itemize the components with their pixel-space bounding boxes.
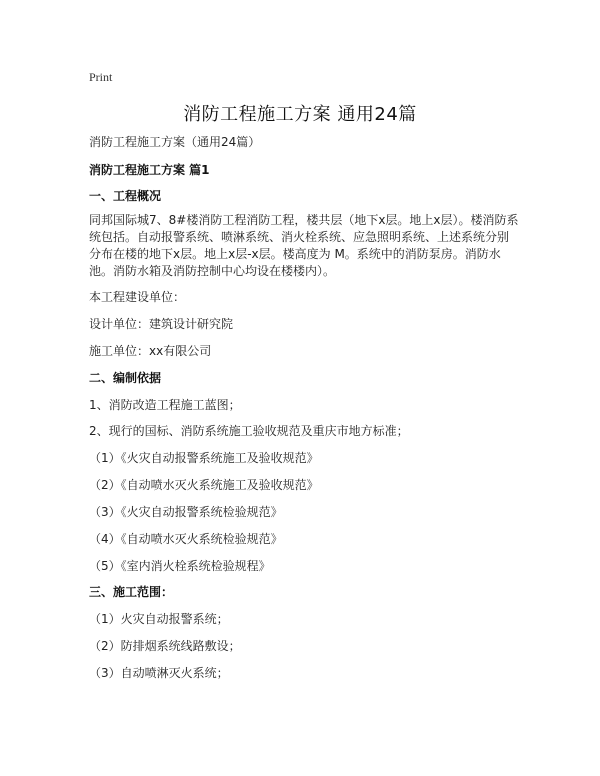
list-item: （3）《火灾自动报警系统检验规范》 [89, 505, 283, 519]
builder-line: 本工程建设单位： [89, 290, 186, 304]
list-item: （5）《室内消火栓系统检验规程》 [89, 559, 271, 573]
list-item: （3）自动喷淋灭火系统； [89, 666, 229, 680]
overview-paragraph: 同邦国际城7、8#楼消防工程消防工程，楼共层（地下x层。地上x层）。楼消防系统包括。自动报警系统、喷淋系统、消火栓系统、应急照明系统、上述系统分别分布在楼的地下x层。地上x层-x层。楼高度为 M。系统中的消防泵房。消防水池。消防水箱及消防控制中心均设在楼楼内）。 [89, 213, 519, 278]
list-item: （1）火灾自动报警系统； [89, 612, 229, 626]
document-subtitle: 消防工程施工方案（通用24篇） [89, 135, 261, 149]
list-item: （4）《自动喷水灭火系统检验规范》 [89, 532, 283, 546]
designer-line: 设计单位：建筑设计研究院 [89, 317, 234, 331]
list-item: （1）《火灾自动报警系统施工及验收规范》 [89, 451, 319, 465]
section-heading-basis: 二、编制依据 [89, 371, 162, 385]
list-item: （2）《自动喷水灭火系统施工及验收规范》 [89, 478, 319, 492]
section-heading-scope: 三、施工范围： [89, 585, 174, 599]
section-heading-overview: 一、工程概况 [89, 189, 162, 203]
document-title: 消防工程施工方案 通用24篇 [183, 104, 417, 125]
list-item: 2、现行的国标、消防系统施工验收规范及重庆市地方标准； [89, 424, 409, 438]
contractor-line: 施工单位：xx有限公司 [89, 344, 212, 358]
list-item: （2）防排烟系统线路敷设； [89, 639, 241, 653]
list-item: 1、消防改造工程施工蓝图； [89, 398, 241, 412]
chapter-heading: 消防工程施工方案 篇1 [89, 163, 210, 177]
print-label: Print [89, 70, 113, 84]
